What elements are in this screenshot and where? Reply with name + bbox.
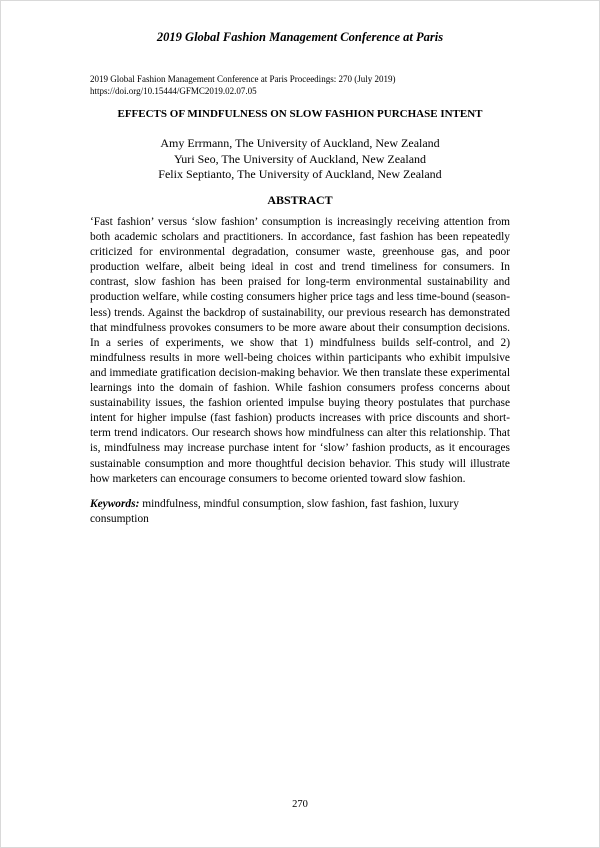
- abstract-heading: ABSTRACT: [267, 193, 333, 207]
- keywords-label: Keywords:: [90, 498, 140, 510]
- running-header: 2019 Global Fashion Management Conference at Paris: [156, 30, 444, 44]
- paper-title: EFFECTS OF MINDFULNESS ON SLOW FASHION PURCHASE INTENT: [117, 108, 483, 120]
- author-3: Felix Septianto, The University of Auckland, New Zealand: [158, 167, 442, 181]
- author-1: Amy Errmann, The University of Auckland, New Zealand: [160, 136, 440, 150]
- proceedings-info: [90, 74, 510, 97]
- proceedings-citation: 2019 Global Fashion Management Conference at Paris Proceedings: 270 (July 2019): [90, 74, 396, 84]
- abstract-body: ‘Fast fashion’ versus ‘slow fashion’ consumption is increasingly receiving attention from both academic scholars and practitioners. In accordance, fast fashion has been repeatedly criticized for environmental degradation, consumer waste, greenhouse gas, and poor production welfare, albeit being ideal in cost and trend timeliness for consumers. In contrast, slow fashion has been praised for long-term environmental sustainability and production welfare, while costing consumers higher price tags and less time-bound (season-less) trends. Against the backdrop of sustainability, our previous research has demonstrated that mindfulness provokes consumers to be more aware about their consumption decisions. In a series of experiments, we show that 1) mindfulness builds self-control, and 2) mindfulness results in more well-being choices within participants who exhibit impulsive and immediate gratification decision-making behavior. We then translate these experimental learnings into the domain of fashion. While fashion consumers profess concerns about sustainability issues, the fashion oriented impulse buying theory postulates that purchase intent for higher impulse (fast fashion) products increases with price discounts and short-term trend indicators. Our research shows how mindfulness can alter this relationship. That is, mindfulness may increase purchase intent for ‘slow’ fashion products, as it encourages sustainable consumption and more thoughtful decision behavior. This study will illustrate how marketers can encourage consumers to become oriented toward slow fashion.: [90, 216, 510, 485]
- author-list: [0, 136, 600, 183]
- keywords-text: mindfulness, mindful consumption, slow fashion, fast fashion, luxury consumption: [90, 498, 459, 526]
- keywords: [90, 497, 510, 527]
- author-2: Yuri Seo, The University of Auckland, New Zealand: [173, 151, 427, 166]
- page-number: 270: [292, 799, 308, 810]
- doi-link[interactable]: https://doi.org/10.15444/GFMC2019.02.07.05: [90, 85, 257, 96]
